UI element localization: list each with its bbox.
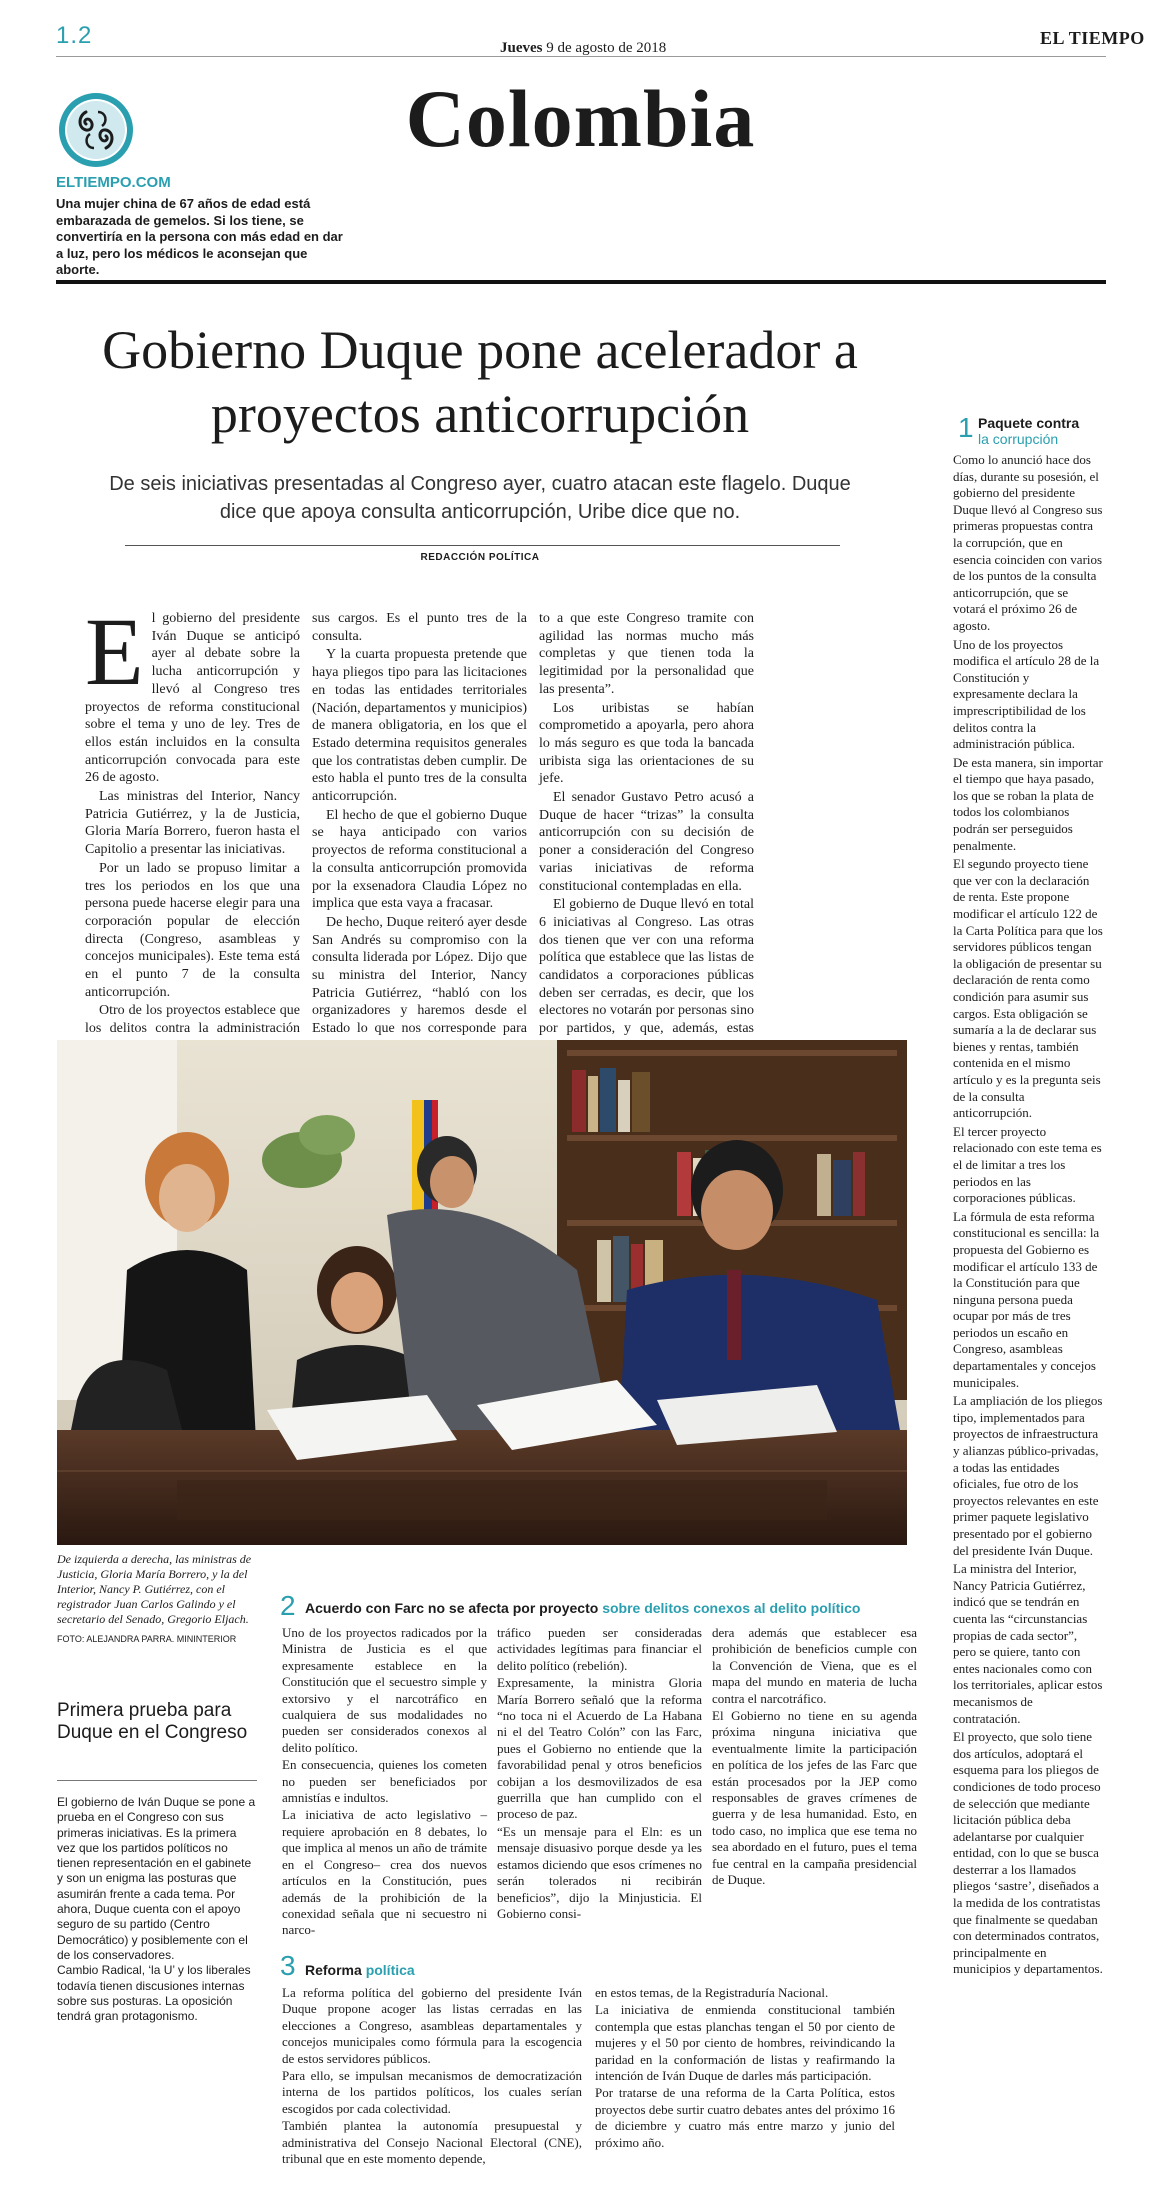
section3-number: 3 xyxy=(280,1950,296,1981)
paragraph: Los uribistas se habían comprometido a apoyarla, pero ahora lo más seguro es que toda la bancada uribista siga las orientaciones de su jefe. xyxy=(539,700,754,787)
paragraph: Otro de los proyectos establece que los delitos contra la administración xyxy=(85,1003,300,1037)
left-sidebar-rule xyxy=(57,1780,257,1781)
section-title: Colombia xyxy=(405,73,756,164)
section2-number: 2 xyxy=(280,1590,296,1621)
section3-title xyxy=(305,1962,415,1978)
paragraph: Por un lado se propuso limitar a tres los periodos en los que una persona puede hacerse elegir para una corporación popular de elección directa (Congreso, asambleas y concejos municipales). Este tema está en el punto 7 de la consulta anticorrupción. xyxy=(85,860,300,1000)
section2-column-3 xyxy=(712,1625,917,1955)
sidebar-number: 1 xyxy=(958,412,974,443)
paragraph: El gobierno de Duque llevó en total 6 iniciativas al Congreso. Las otras dos tienen que ver con una reforma política que establece que las listas de candidatos a corporaciones públicas deben ser cerradas, es decir, que los electores no votarán por personas sino por partidos, y que, además, estas xyxy=(539,897,754,1037)
brand-logo: EL TIEMPO xyxy=(1040,28,1145,48)
headline: Gobierno Duque pone acelerador a proyectos anticorrupción xyxy=(102,320,858,444)
section2-column-1 xyxy=(282,1625,487,1955)
subhead: De seis iniciativas presentadas al Congreso ayer, cuatro atacan este flagelo. Duque dice que apoya consulta anticorrupción, Uribe dice que no. xyxy=(109,473,851,523)
paragraph: El tercer proyecto relacionado con este tema es el de limitar a tres los periodos en las corporaciones públicas. xyxy=(953,1123,1102,1206)
article-column-3 xyxy=(539,610,754,1037)
paragraph: “Es un mensaje para el Eln: es un mensaje disuasivo porque desde ya les estamos diciendo que esos crímenes no serán tolerados ni recibirán beneficios”, dijo la Minjusticia. El Gobierno consi- xyxy=(497,1823,702,1921)
paragraph: La iniciativa de acto legislativo –requiere aprobación en 8 debates, lo que implica al menos un año de trámite en el Congreso– crea dos nuevos artículos en la Constitución, pues además de la prohibición de la conexidad señala que ni secuestro ni narco- xyxy=(282,1807,487,1938)
section2-title-text: Acuerdo con Farc no se afecta por proyecto xyxy=(305,1600,599,1616)
paragraph: De hecho, Duque reiteró ayer desde San Andrés su compromiso con la consulta liderada por López. Dijo que su ministra del Interior, Nancy Patricia Gutiérrez, “habló con los organizadores y haremos desde el Estado lo que nos corresponde para xyxy=(312,914,527,1037)
left-sidebar-body xyxy=(57,1795,257,2105)
paragraph: Para ello, se impulsan mecanismos de democratización interna de los partidos políticos, los cuales serían escogidos por cada colectividad. xyxy=(282,2068,582,2116)
paragraph: to a que este Congreso tramite con agilidad las normas mucho más completas y que tienen toda la legitimidad por la personalidad que las presenta”. xyxy=(539,611,754,697)
sidebar-body xyxy=(953,452,1103,2072)
paragraph: sus cargos. Es el punto tres de la consulta. xyxy=(312,611,527,644)
paragraph: Expresamente, la ministra Gloria María Borrero señaló que la reforma “no toca ni el Acuerdo de La Habana ni el del Teatro Colón” con las Farc, pues el Gobierno no entiende que la favorabilidad penal y otros beneficios cobijan a los desmovilizados de esa guerrilla que han cumplido con el proceso de paz. xyxy=(497,1675,702,1822)
paragraph: Uno de los proyectos modifica el artículo 28 de la Constitución y expresamente declara la imprescriptibilidad de los delitos contra la administración pública. xyxy=(953,636,1100,752)
date-line xyxy=(500,40,666,57)
drop-cap: E xyxy=(85,598,144,705)
sidebar-title-text: Paquete contra xyxy=(978,415,1080,431)
section2-title-highlight: sobre delitos conexos al delito político xyxy=(602,1600,861,1616)
paragraph: en estos temas, de la Registraduría Nacional. xyxy=(595,1985,829,2000)
embryo-icon xyxy=(56,90,136,170)
section3-column-2 xyxy=(595,1985,895,2175)
header-rule-thick xyxy=(56,280,1106,284)
paragraph: También plantea la autonomía presupuestal y administrativa del Consejo Nacional Electoral (CNE), tribunal que en este momento depende, xyxy=(282,2118,582,2167)
section2-column-2 xyxy=(497,1625,702,1955)
section2-title xyxy=(305,1600,860,1616)
photo-caption: De izquierda a derecha, las ministras de Justicia, Gloria María Borrero, y la del Interior, Nancy P. Gutiérrez, con el registrador Juan Carlos Galindo y el secretario del Senado, Gregorio Eljach. xyxy=(57,1552,252,1626)
paragraph: La fórmula de esta reforma constitucional es sencilla: la propuesta del Gobierno es modificar el artículo 133 de la Constitución para que ninguna persona pueda ocupar por más de tres periodos un escaño en Congreso, asambleas departamentales y concejos municipales. xyxy=(953,1208,1100,1390)
photo-credit: FOTO: ALEJANDRA PARRA. MININTERIOR xyxy=(57,1634,237,1644)
date: 9 de agosto de 2018 xyxy=(546,40,667,56)
paragraph: dera además que establecer esa prohibición de beneficios cumple con la Convención de Viena, que es el mapa del mundo en materia de lucha contra el narcotráfico. xyxy=(712,1625,917,1706)
left-sidebar-title: Primera prueba para Duque en el Congreso xyxy=(57,1700,248,1743)
article-column-2 xyxy=(312,610,527,1037)
weekday: Jueves xyxy=(500,40,543,56)
paragraph: La ampliación de los pliegos tipo, implementados para proyectos de infraestructura y alianzas público-privadas, a todas las entidades oficiales, fue otro de los proyectos relevantes en este primer paquete legislativo presentado por el gobierno del presidente Iván Duque. xyxy=(953,1393,1103,1558)
section3-title-text: Reforma xyxy=(305,1962,362,1978)
paragraph: La iniciativa de enmienda constitucional también contempla que estas planchas tengan el 50 por ciento de mujeres y el 50 por ciento de hombres, reivindicando la paridad en la conformación de listas y reafirmando la intención de Iván Duque de darles más participación. xyxy=(595,2002,895,2084)
paragraph: El Gobierno no tiene en su agenda próxima ninguna iniciativa que eventualmente limite la participación en política de los jefes de las Farc que están procesados por la JEP como responsables de graves crímenes de guerra y de lesa humanidad. Esto, en todo caso, no implica que ese tema no sea abordado en el futuro, pues el tema fue central en la campaña presidencial de Duque. xyxy=(712,1708,917,1888)
teaser-text: Una mujer china de 67 años de edad está embarazada de gemelos. Si los tiene, se convertiría en la persona con más edad en dar a luz, pero los médicos le aconsejan que aborte. xyxy=(56,196,343,277)
article-column-1 xyxy=(85,598,300,1037)
paragraph: tráfico pueden ser consideradas actividades legítimas para financiar el delito político (rebelión). xyxy=(497,1625,702,1673)
paragraph: En consecuencia, quienes los cometen no pueden ser beneficiados por amnistías e indultos. xyxy=(282,1757,487,1806)
section3-column-1 xyxy=(282,1985,582,2175)
paragraph: Cambio Radical, ‘la U’ y los liberales todavía tienen discusiones internas sobre sus posturas. La oposición tendrá gran protagonismo. xyxy=(57,1963,251,2024)
paragraph: El segundo proyecto tiene que ver con la declaración de renta. Este propone modificar el artículo 122 de la Carta Política para que los servidores públicos tengan la obligación de presentar su declaración de renta como condición para asumir sus cargos. Esta obligación se sumaría a la de declarar sus bienes y rentas, también contenida en el mismo artículo y es la pregunta seis de la consulta anticorrupción. xyxy=(953,856,1103,1121)
paragraph: El proyecto, que solo tiene dos artículos, adoptará el esquema para los pliegos de condiciones de todo proceso de selección que mediante licitación pública deba adelantarse por cualquier entidad, con lo que se busca desterrar a los llamados pliegos ‘sastre’, diseñados a la medida de los contratistas que finalmente se quedaban con determinados contratos, principalmente en municipios y departamentos. xyxy=(953,1729,1103,1977)
news-photo xyxy=(57,1040,907,1545)
paragraph: Uno de los proyectos radicados por la Ministra de Justicia es el que expresamente establece en la Constitución que el secuestro simple y extorsivo y el narcotráfico en cualquiera de sus modalidades no pueden ser considerados conexos al delito político. xyxy=(282,1625,487,1755)
paragraph: De esta manera, sin importar el tiempo que haya pasado, los que se roban la plata de todos los colombianos podrán ser perseguidos penalmente. xyxy=(953,754,1103,853)
paragraph: Y la cuarta propuesta pretende que haya pliegos tipo para las licitaciones en todas las entidades territoriales (Nación, departamentos y municipios) de manera obligatoria, en los que el Estado determina requisitos generales que los contratistas deben cumplir. De esto habla el punto tres de la consulta anticorrupción. xyxy=(312,647,527,805)
paragraph: El gobierno de Iván Duque se pone a prueba en el Congreso con sus primeras iniciativas. Es la primera vez que los partidos políticos no tienen representación en el gabinete y son un enigma las posturas que asumirán frente a cada tema. Por ahora, Duque cuenta con el apoyo seguro de su partido (Centro Democrático) y posiblemente con el de los conservadores. xyxy=(57,1795,256,1962)
site-link[interactable]: ELTIEMPO.COM xyxy=(56,174,171,191)
page-number: 1.2 xyxy=(56,22,93,49)
sidebar-title-highlight: la corrupción xyxy=(978,431,1059,447)
paragraph: El senador Gustavo Petro acusó a Duque de hacer “trizas” la consulta anticorrupción con su decisión de poner a consideración del Congreso varias iniciativas de reforma constitucional contempladas en ella. xyxy=(539,790,754,894)
subhead-rule xyxy=(125,545,840,546)
paragraph: Por tratarse de una reforma de la Carta Política, estos proyectos debe surtir cuatro debates antes del próximo 16 de diciembre y cuatro más entre marzo y junio del próximo año. xyxy=(595,2085,895,2150)
paragraph: El hecho de que el gobierno Duque se haya anticipado con varios proyectos de reforma constitucional a la consulta anticorrupción promovida por la exsenadora Claudia López no implica que esta vaya a fracasar. xyxy=(312,807,527,912)
byline: REDACCIÓN POLÍTICA xyxy=(420,552,540,563)
paragraph: La ministra del Interior, Nancy Patricia Gutiérrez, indicó que se tendrán en cuenta las “circunstancias propias de cada sector”, pero se quiere, tanto con entes nacionales como con los territoriales, aplicar estos mecanismos de contratación. xyxy=(953,1561,1103,1726)
paragraph: Las ministras del Interior, Nancy Patricia Gutiérrez, y la de Justicia, Gloria María Borrero, fueron hasta el Capitolio a presentar las iniciativas. xyxy=(85,789,300,858)
paragraph: La reforma política del gobierno del presidente Iván Duque propone acoger las listas cerradas en las elecciones a Congreso, asambleas departamentales y concejos municipales como fórmula para la escogencia de estos servidores públicos. xyxy=(282,1985,582,2066)
sidebar-title xyxy=(978,415,1079,447)
paragraph: l gobierno del presidente Iván Duque se anticipó ayer al debate sobre la lucha anticorrupción y llevó al Congreso tres proyectos de reforma constitucional sobre el tema y uno de ley. Tres de ellos están incluidos en la consulta anticorrupción convocada para este 26 de agosto. xyxy=(85,611,300,786)
header-rule xyxy=(56,56,1106,57)
section3-title-highlight: política xyxy=(365,1962,415,1978)
paragraph: Como lo anunció hace dos días, durante su posesión, el gobierno del presidente Duque llevó al Congreso sus primeras propuestas contra la corrupción, que en esencia coinciden con varios de los puntos de la consulta anticorrupción, que se votará el próximo 26 de agosto. xyxy=(953,452,1103,633)
